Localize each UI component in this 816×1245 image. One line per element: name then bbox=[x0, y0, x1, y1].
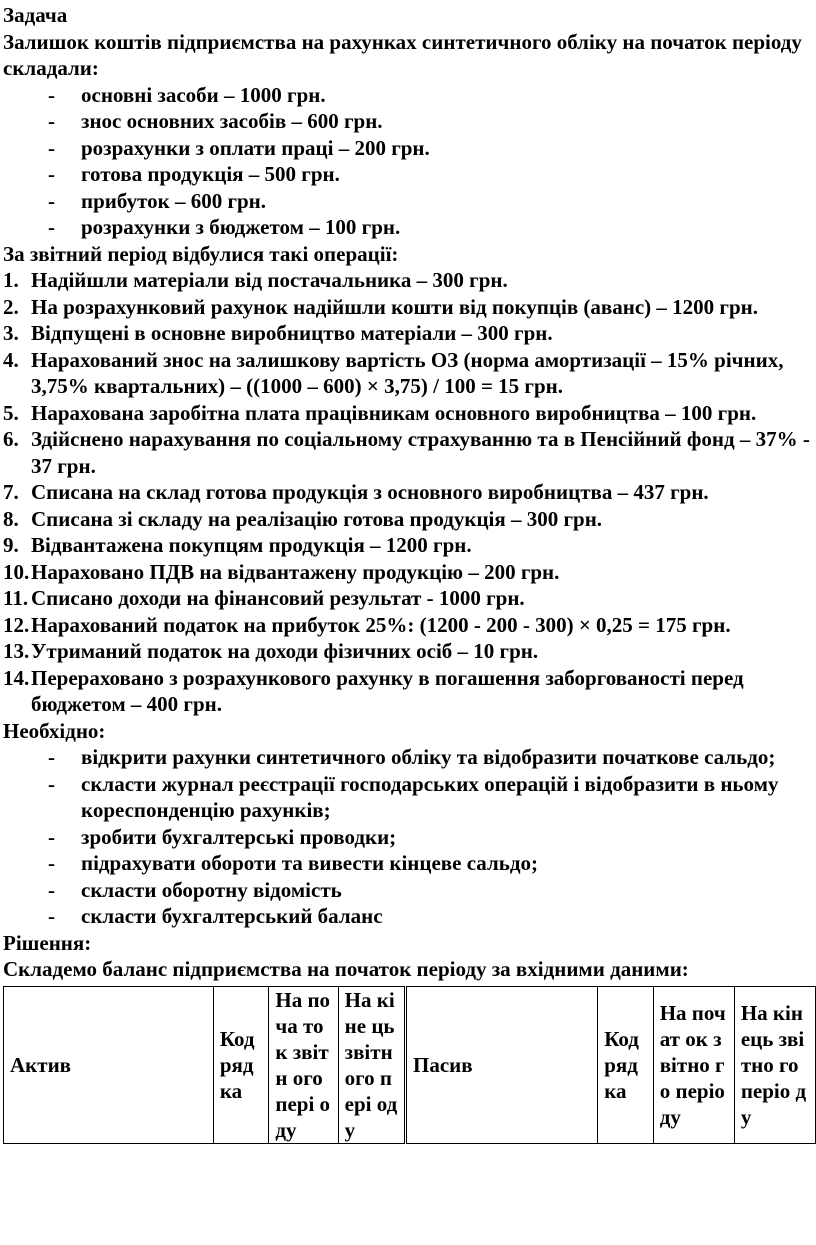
list-item: 13. Утриманий податок на доходи фізичних осіб – 10 грн. bbox=[3, 639, 539, 663]
list-item: 2. На розрахунковий рахунок надійшли кошти від покупців (аванс) – 1200 грн. bbox=[3, 294, 758, 319]
task-heading: Задача bbox=[3, 3, 68, 27]
list-item: - готова продукція – 500 грн. bbox=[48, 162, 340, 186]
col-header-period-start: На почат ок звітно го періо ду bbox=[653, 986, 734, 1143]
list-item: - зробити бухгалтерські проводки; bbox=[48, 824, 397, 849]
intro-paragraph: Залишок коштів підприємства на рахунках синтетичного обліку на початок періоду складали: bbox=[3, 29, 802, 80]
balance-table bbox=[3, 986, 816, 1144]
list-item: - скласти журнал реєстрації господарських операцій і відобразити в ньому кореспонденцію рахунків; bbox=[48, 771, 779, 822]
col-header-liability: Пасив bbox=[406, 986, 598, 1143]
operations-heading: За звітний період відбулися такі операції: bbox=[3, 241, 399, 266]
list-item: 6. Здійснено нарахування по соціальному страхуванню та в Пенсійний фонд – 37% - 37 грн. bbox=[3, 427, 810, 478]
solution-heading: Рішення: bbox=[3, 930, 92, 955]
operations-list bbox=[3, 267, 816, 718]
list-item: - скласти бухгалтерський баланс bbox=[48, 904, 383, 928]
list-item: - прибуток – 600 грн. bbox=[48, 188, 267, 213]
list-item: - розрахунки з бюджетом – 100 грн. bbox=[48, 215, 401, 239]
list-item: 11. Списано доходи на фінансовий результат - 1000 грн. bbox=[3, 586, 525, 610]
col-header-row-code: Код ряд ка bbox=[598, 986, 654, 1143]
list-item: 14. Перераховано з розрахункового рахунку в погашення заборгованості перед бюджетом – 400 грн. bbox=[3, 665, 744, 716]
list-item: - підрахувати обороти та вивести кінцеве сальдо; bbox=[48, 851, 538, 875]
list-item: 8. Списана зі складу на реалізацію готова продукція – 300 грн. bbox=[3, 506, 603, 531]
col-header-period-end: На кінець звітно го періо ду bbox=[734, 986, 815, 1143]
list-item: 4. Нарахований знос на залишкову вартість ОЗ (норма амортизації – 15% річних, 3,75% квартальних) – ((1000 – 600) × 3,75) / 100 = 15 грн. bbox=[3, 347, 784, 398]
list-item: - скласти оборотну відомість bbox=[48, 877, 342, 902]
col-header-row-code: Код ряд ка bbox=[213, 986, 269, 1143]
list-item: 5. Нарахована заробітна плата працівникам основного виробництва – 100 грн. bbox=[3, 400, 757, 425]
list-item: 7. Списана на склад готова продукція з основного виробництва – 437 грн. bbox=[3, 480, 709, 504]
list-item: - розрахунки з оплати праці – 200 грн. bbox=[48, 135, 430, 160]
col-header-period-end: На кіне ць звітн ого пері оду bbox=[338, 986, 405, 1143]
opening-balances-list bbox=[3, 82, 816, 241]
solution-intro: Складемо баланс підприємства на початок періоду за вхідними даними: bbox=[3, 957, 689, 981]
list-item: 3. Відпущені в основне виробництво матеріали – 300 грн. bbox=[3, 321, 553, 345]
list-item: - відкрити рахунки синтетичного обліку та відобразити початкове сальдо; bbox=[48, 745, 776, 769]
list-item: - основні засоби – 1000 грн. bbox=[48, 82, 326, 107]
list-item: 10. Нараховано ПДВ на відвантажену продукцію – 200 грн. bbox=[3, 559, 560, 584]
list-item: 9. Відвантажена покупцям продукція – 1200 грн. bbox=[3, 533, 472, 557]
required-list bbox=[3, 744, 816, 930]
list-item: 12. Нарахований податок на прибуток 25%: (1200 - 200 - 300) × 0,25 = 175 грн. bbox=[3, 612, 731, 637]
required-heading: Необхідно: bbox=[3, 718, 106, 743]
col-header-period-start: На поча ток звітн ого пері оду bbox=[269, 986, 338, 1143]
table-header-row bbox=[4, 986, 816, 1143]
list-item: 1. Надійшли матеріали від постачальника – 300 грн. bbox=[3, 268, 508, 292]
col-header-asset: Актив bbox=[4, 986, 214, 1143]
list-item: - знос основних засобів – 600 грн. bbox=[48, 109, 383, 133]
